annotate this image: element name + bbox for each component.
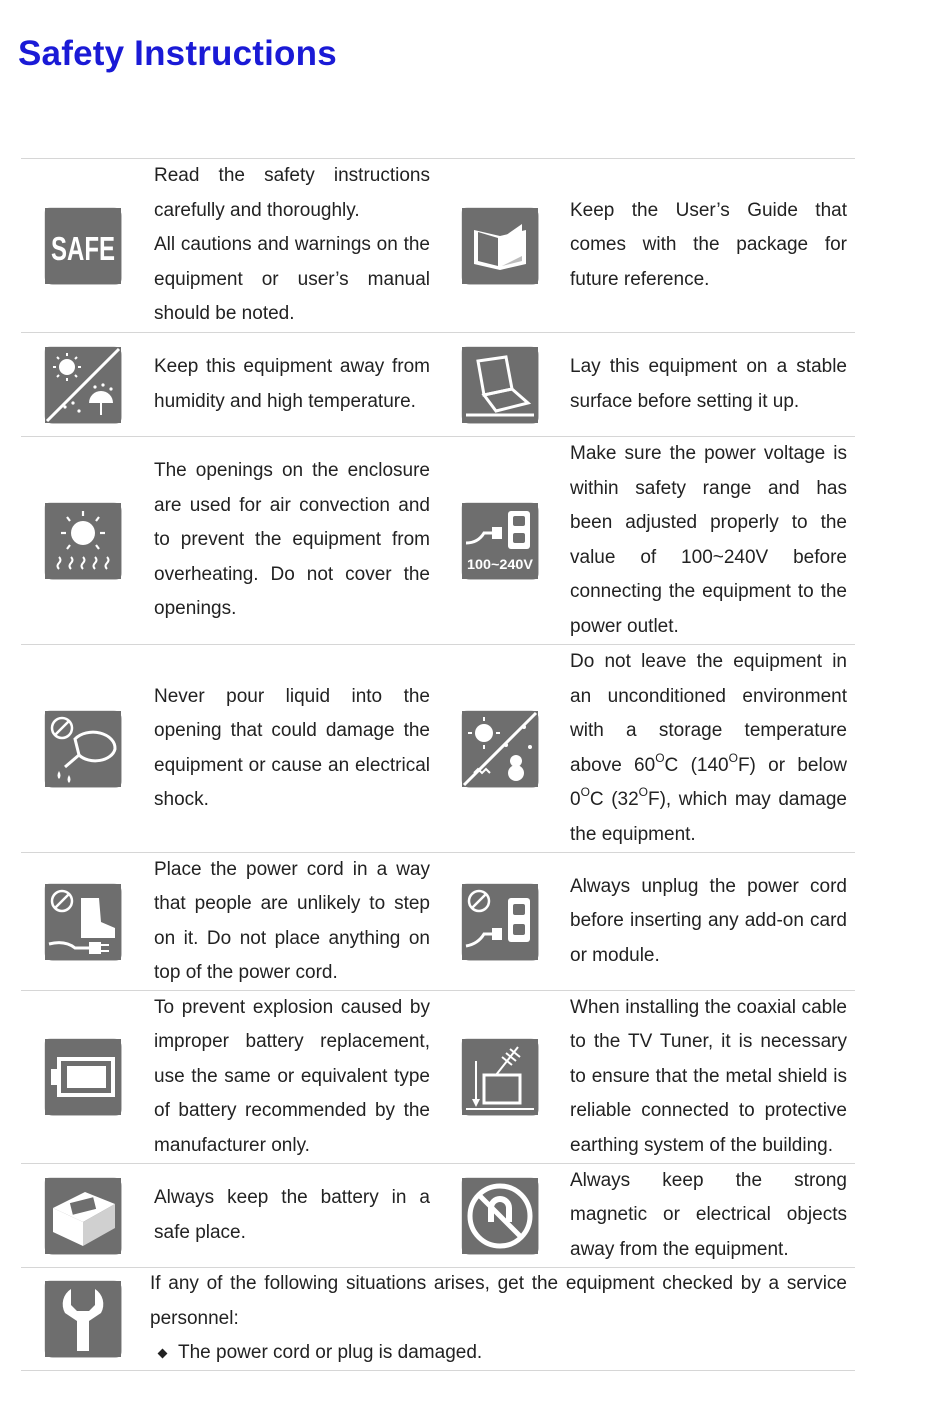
- instruction-text: [570, 1164, 847, 1267]
- table-row: [21, 1267, 855, 1371]
- instruction-line: Do not leave the equipment in an unconditioned environment with a storage temperature above $60^OC$ $(140^OF)$ or below $0^OC$ $(32^OF)$, which may damage the equipment.: [570, 651, 847, 845]
- instruction-line: Place the power cord in a way that people are unlikely to step on it. Do not place anything on top of the power cord.: [154, 858, 430, 983]
- no-liquid-icon: [45, 711, 121, 787]
- bullet-item: [150, 1336, 847, 1371]
- temperature-environment-icon: [462, 711, 538, 787]
- instruction-line: Keep this equipment away from humidity and high temperature.: [154, 356, 430, 412]
- instruction-line: Lay this equipment on a stable surface before setting it up.: [570, 356, 847, 412]
- wrench-icon: [45, 1281, 121, 1357]
- table-row: [21, 436, 855, 644]
- book-icon: [462, 208, 538, 284]
- instruction-text: [570, 333, 847, 436]
- instruction-text: [570, 645, 847, 852]
- table-row: [21, 990, 855, 1163]
- power-voltage-icon: [462, 503, 538, 579]
- tv-antenna-icon: [462, 1039, 538, 1115]
- instruction-line: Always keep the strong magnetic or electrical objects away from the equipment.: [570, 1169, 847, 1260]
- instruction-line: To prevent explosion caused by improper battery replacement, use the same or equivalent type of battery recommended by the manufacturer only.: [154, 996, 430, 1156]
- instruction-text: [570, 159, 847, 332]
- instruction-text: [154, 991, 430, 1163]
- unplug-power-icon: [462, 884, 538, 960]
- safety-table: [21, 158, 855, 1371]
- instruction-text: [154, 853, 430, 990]
- humidity-heat-icon: [45, 347, 121, 423]
- instruction-line: Always keep the battery in a safe place.: [154, 1187, 430, 1243]
- instruction-line: All cautions and warnings on the equipment or user’s manual should be noted.: [154, 234, 430, 325]
- bullet-text: The power cord or plug is damaged.: [178, 1342, 483, 1364]
- page-title: Safety Instructions: [18, 34, 337, 73]
- instruction-line: When installing the coaxial cable to the TV Tuner, it is necessary to ensure that the metal shield is reliable connected to protective earthing system of the building.: [570, 996, 847, 1156]
- table-row: [21, 332, 855, 436]
- instruction-text: [154, 333, 430, 436]
- bullet-icon: [158, 1349, 168, 1359]
- laptop-flat-icon: [462, 347, 538, 423]
- instruction-text: [154, 437, 430, 644]
- safe-icon: [45, 208, 121, 284]
- instruction-text: [150, 1268, 847, 1370]
- ventilation-heat-icon: [45, 503, 121, 579]
- safe-icon-text: SAFE: [51, 229, 115, 267]
- instruction-text: [154, 645, 430, 852]
- instruction-line: Keep the User’s Guide that comes with the package for future reference.: [570, 199, 847, 290]
- no-magnet-icon: [462, 1178, 538, 1254]
- table-row: [21, 158, 855, 332]
- instruction-line: Never pour liquid into the opening that could damage the equipment or cause an electrical shock.: [154, 685, 430, 810]
- instruction-line: Always unplug the power cord before inserting any add-on card or module.: [570, 875, 847, 966]
- table-row: [21, 644, 855, 852]
- instruction-text: [570, 853, 847, 990]
- instruction-line: The openings on the enclosure are used for air convection and to prevent the equipment from overheating. Do not cover the openings.: [154, 460, 430, 620]
- instruction-line: Read the safety instructions carefully and thoroughly.: [154, 165, 430, 221]
- instruction-text: [570, 437, 847, 644]
- voltage-icon-text: 100~240V: [467, 555, 534, 572]
- no-step-cord-icon: [45, 884, 121, 960]
- battery-icon: [45, 1039, 121, 1115]
- table-row: [21, 1163, 855, 1267]
- instruction-text: [154, 1164, 430, 1267]
- instruction-line: If any of the following situations arises, get the equipment checked by a service personnel:: [150, 1273, 847, 1329]
- instruction-text: [154, 159, 430, 332]
- table-row: [21, 852, 855, 990]
- battery-storage-icon: [45, 1178, 121, 1254]
- instruction-line: Make sure the power voltage is within safety range and has been adjusted properly to the value of 100~240V before connecting the equipment to the power outlet.: [570, 443, 847, 637]
- instruction-text: [570, 991, 847, 1163]
